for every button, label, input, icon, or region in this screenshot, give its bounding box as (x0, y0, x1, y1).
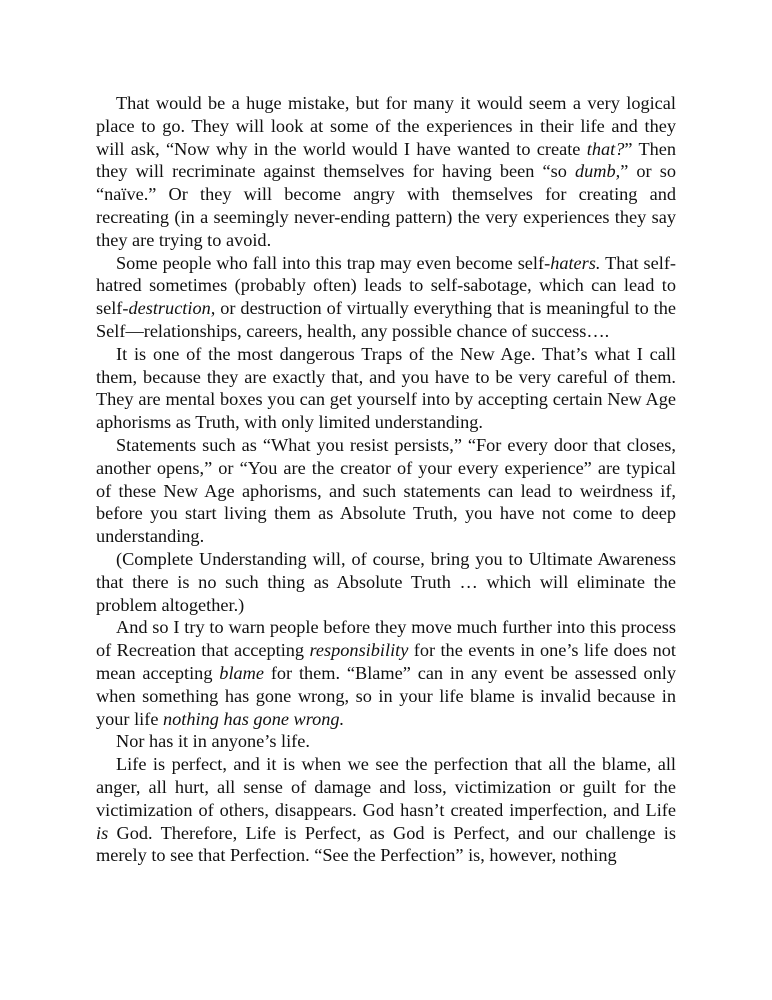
paragraph-6 (96, 616, 676, 730)
text-run: (Complete Understanding will, of course, bring you to Ultimate Awareness that there is no such thing as Absolute Truth … which will eliminate the problem altogether.) (96, 548, 676, 615)
italic-run: destruction, (128, 298, 216, 319)
italic-run: dumb, (574, 161, 621, 182)
text-run: for the events in one’s life does not mean accepting (96, 640, 676, 683)
book-page-body (96, 92, 676, 867)
text-run: or destruction of virtually everything that is meaningful to the Self—relationships, careers, health, any possible chance of success…. (96, 298, 676, 341)
text-run: for them. “Blame” can in any event be assessed only when something has gone wrong, so in your life blame is invalid because in your life (96, 662, 676, 729)
text-run: That self-hatred sometimes (probably often) leads to self-sabotage, which can lead to self- (96, 252, 676, 319)
text-run: Statements such as “What you resist persists,” “For every door that closes, another opens,” or “You are the creator of your every experience” are typical of these New Age aphorisms, and such statements can lead to weirdness if, before you start living them as Absolute Truth, you have not come to deep understanding. (96, 434, 676, 547)
text-run: ” Then they will recriminate against themselves for having been “so (96, 138, 677, 182)
text-run: It is one of the most dangerous Traps of the New Age. That’s what I call them, because they are exactly that, and you have to be very careful of them. They are mental boxes you can get yourself into by accepting certain New Age aphorisms as Truth, with only limited understanding. (96, 343, 676, 433)
italic-run: haters. (550, 252, 601, 273)
text-run: ” or so “naïve.” Or they will become angry with themselves for creating and recreating (in a seemingly never-ending pattern) the very experiences they say they are trying to avoid. (96, 161, 676, 250)
text-run: God. Therefore, Life is Perfect, as God is Perfect, and our challenge is merely to see that Perfection. “See the Perfection” is, however, nothing (96, 822, 676, 866)
italic-run: blame (219, 662, 264, 683)
text-run: That would be a huge mistake, but for many it would seem a very logical place to go. They will look at some of the experiences in their life and they will ask, “Now why in the world would I have wanted to create (96, 93, 676, 159)
paragraph-3 (96, 343, 676, 434)
italic-run: that? (586, 138, 625, 159)
paragraph-7 (96, 730, 676, 753)
paragraph-4 (96, 434, 676, 548)
italic-run: responsibility (309, 640, 409, 661)
italic-run: nothing has gone wrong. (163, 708, 345, 729)
paragraph-1 (96, 92, 676, 252)
italic-run: is (96, 822, 109, 843)
paragraph-5 (96, 548, 676, 616)
paragraph-2 (96, 252, 676, 343)
paragraph-8 (96, 753, 676, 867)
text-run: Nor has it in anyone’s life. (116, 731, 310, 752)
text-run: Life is perfect, and it is when we see the perfection that all the blame, all anger, all hurt, all sense of damage and loss, victimization or guilt for the victimization of others, disappears. God hasn’t created imperfection, and Life (96, 754, 676, 820)
text-run: Some people who fall into this trap may even become self- (116, 252, 551, 273)
text-run: And so I try to warn people before they move much further into this process of Recreation that accepting (96, 617, 676, 661)
